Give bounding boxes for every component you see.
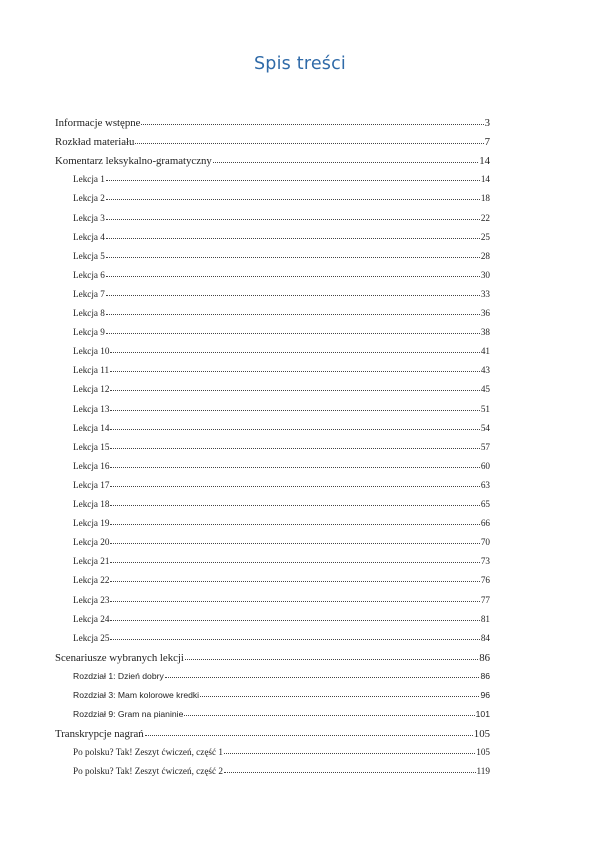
toc-entry-label: Scenariusze wybranych lekcji bbox=[55, 651, 184, 664]
toc-entry-page-number: 73 bbox=[480, 556, 490, 567]
toc-entry-page-number: 51 bbox=[480, 403, 490, 414]
toc-subentry bbox=[73, 174, 490, 184]
toc-dot-leader bbox=[141, 123, 483, 125]
toc-entry-label: Lekcja 6 bbox=[73, 269, 105, 280]
toc-entry-label: Lekcja 21 bbox=[73, 556, 110, 567]
toc-dot-leader bbox=[185, 658, 478, 660]
toc-dot-leader bbox=[135, 142, 483, 144]
toc-entry-page-number: 41 bbox=[480, 346, 490, 357]
toc-entry-page-number: 81 bbox=[480, 613, 490, 624]
toc-subentry bbox=[73, 518, 490, 528]
toc-entry-label: Lekcja 16 bbox=[73, 460, 110, 471]
toc-entry-page-number: 105 bbox=[476, 747, 490, 758]
toc-dot-leader bbox=[110, 466, 479, 468]
toc-dot-leader bbox=[110, 409, 479, 411]
toc-entry-label: Lekcja 22 bbox=[73, 575, 110, 586]
toc-dot-leader bbox=[106, 198, 480, 200]
toc-subentry bbox=[73, 709, 490, 719]
toc-entry-page-number: 77 bbox=[480, 594, 490, 605]
toc-entry-label: Rozdział 9: Gram na pianinie bbox=[73, 709, 184, 720]
toc-entry-label: Lekcja 4 bbox=[73, 231, 105, 242]
toc-entry-page-number: 14 bbox=[479, 155, 490, 168]
toc-entry-label: Lekcja 9 bbox=[73, 327, 105, 338]
toc-dot-leader bbox=[110, 370, 480, 372]
toc-entry-label: Lekcja 14 bbox=[73, 422, 110, 433]
toc-dot-leader bbox=[110, 504, 479, 506]
toc-subentry bbox=[73, 327, 490, 337]
toc-entry-label: Lekcja 10 bbox=[73, 346, 110, 357]
toc-subentry bbox=[73, 461, 490, 471]
toc-entry-page-number: 45 bbox=[480, 384, 490, 395]
toc-entry-page-number: 30 bbox=[480, 269, 490, 280]
toc-subentry bbox=[73, 690, 490, 700]
toc-section-entry bbox=[55, 652, 490, 664]
toc-subentry bbox=[73, 213, 490, 223]
toc-entry-label: Lekcja 8 bbox=[73, 308, 105, 318]
toc-entry-page-number: 60 bbox=[480, 460, 490, 471]
toc-entry-label: Lekcja 17 bbox=[73, 479, 110, 490]
toc-entry-label: Lekcja 15 bbox=[73, 441, 110, 452]
toc-dot-leader bbox=[106, 313, 480, 315]
toc-entry-page-number: 36 bbox=[480, 308, 490, 318]
toc-dot-leader bbox=[110, 389, 479, 391]
toc-entry-page-number: 25 bbox=[480, 231, 490, 242]
toc-dot-leader bbox=[110, 580, 479, 582]
toc-entry-label: Rozkład materiału bbox=[55, 136, 135, 149]
toc-entry-page-number: 65 bbox=[480, 499, 490, 509]
toc-entry-label: Informacje wstępne bbox=[55, 117, 141, 129]
toc-entry-page-number: 101 bbox=[475, 709, 490, 720]
toc-dot-leader bbox=[106, 218, 480, 220]
toc-dot-leader bbox=[200, 695, 479, 697]
toc-subentry bbox=[73, 346, 490, 356]
toc-entry-page-number: 43 bbox=[480, 365, 490, 376]
toc-entry-page-number: 54 bbox=[480, 422, 490, 433]
toc-section-entry bbox=[55, 117, 490, 129]
toc-entry-label: Rozdział 3: Mam kolorowe kredki bbox=[73, 690, 200, 700]
toc-subentry bbox=[73, 633, 490, 643]
toc-subentry bbox=[73, 384, 490, 394]
toc-entry-page-number: 3 bbox=[484, 117, 490, 129]
toc-subentry bbox=[73, 442, 490, 452]
toc-subentry bbox=[73, 556, 490, 566]
toc-dot-leader bbox=[110, 619, 479, 621]
toc-subentry bbox=[73, 193, 490, 203]
toc-subentry bbox=[73, 423, 490, 433]
toc-entry-label: Lekcja 11 bbox=[73, 365, 110, 376]
toc-subentry bbox=[73, 499, 490, 509]
toc-entry-label: Rozdział 1: Dzień dobry bbox=[73, 670, 164, 681]
toc-subentry bbox=[73, 232, 490, 242]
toc-dot-leader bbox=[106, 275, 480, 277]
toc-subentry bbox=[73, 747, 490, 757]
toc-entry-page-number: 63 bbox=[480, 479, 490, 490]
toc-subentry bbox=[73, 270, 490, 280]
toc-entry-page-number: 70 bbox=[480, 537, 490, 548]
toc-entry-page-number: 119 bbox=[476, 766, 490, 777]
toc-subentry bbox=[73, 614, 490, 624]
toc-dot-leader bbox=[224, 752, 475, 754]
toc-dot-leader bbox=[106, 332, 480, 334]
toc-dot-leader bbox=[213, 161, 478, 163]
toc-dot-leader bbox=[110, 351, 479, 353]
toc-dot-leader bbox=[110, 523, 479, 525]
toc-entry-label: Lekcja 20 bbox=[73, 537, 110, 548]
toc-dot-leader bbox=[106, 294, 480, 296]
toc-entry-page-number: 38 bbox=[480, 327, 490, 338]
toc-subentry bbox=[73, 671, 490, 681]
toc-dot-leader bbox=[110, 428, 479, 430]
toc-entry-page-number: 96 bbox=[480, 690, 490, 700]
toc-entry-label: Lekcja 25 bbox=[73, 632, 110, 643]
toc-subentry bbox=[73, 537, 490, 547]
toc-dot-leader bbox=[110, 561, 479, 563]
toc-entry-label: Lekcja 18 bbox=[73, 499, 110, 509]
toc-entry-label: Lekcja 24 bbox=[73, 613, 110, 624]
toc-entry-page-number: 76 bbox=[480, 575, 490, 586]
toc-subentry bbox=[73, 308, 490, 318]
toc-dot-leader bbox=[110, 447, 479, 449]
toc-entry-page-number: 105 bbox=[473, 728, 490, 741]
toc-dot-leader bbox=[110, 542, 479, 544]
toc-entry-label: Lekcja 13 bbox=[73, 403, 110, 414]
toc-dot-leader bbox=[110, 600, 479, 602]
toc-entry-page-number: 33 bbox=[480, 288, 490, 299]
toc-subentry bbox=[73, 289, 490, 299]
toc-dot-leader bbox=[106, 237, 480, 239]
toc-dot-leader bbox=[224, 771, 476, 773]
toc-entry-page-number: 84 bbox=[480, 632, 490, 643]
toc-dot-leader bbox=[184, 714, 474, 716]
toc-subentry bbox=[73, 766, 490, 776]
toc-dot-leader bbox=[106, 179, 480, 181]
toc-entry-label: Lekcja 23 bbox=[73, 594, 110, 605]
toc-dot-leader bbox=[110, 485, 479, 487]
page-title: Spis treści bbox=[254, 54, 346, 74]
toc-subentry bbox=[73, 595, 490, 605]
toc-entry-page-number: 7 bbox=[484, 136, 490, 149]
toc-entry-page-number: 66 bbox=[480, 518, 490, 529]
toc-section-entry bbox=[55, 728, 490, 740]
toc-dot-leader bbox=[145, 734, 473, 736]
toc-entry-label: Lekcja 7 bbox=[73, 288, 105, 299]
toc-dot-leader bbox=[110, 638, 479, 640]
toc-entry-page-number: 14 bbox=[480, 174, 490, 185]
toc-entry-label: Lekcja 5 bbox=[73, 250, 105, 261]
toc-section-entry bbox=[55, 136, 490, 148]
toc-entry-label: Lekcja 1 bbox=[73, 174, 105, 185]
toc-entry-page-number: 86 bbox=[480, 670, 490, 681]
toc-section-entry bbox=[55, 155, 490, 167]
toc-subentry bbox=[73, 480, 490, 490]
toc-entry-label: Po polsku? Tak! Zeszyt ćwiczeń, część 1 bbox=[73, 747, 223, 758]
toc-entry-page-number: 22 bbox=[480, 212, 490, 223]
toc-entry-label: Lekcja 12 bbox=[73, 384, 110, 395]
toc-subentry bbox=[73, 575, 490, 585]
toc-entry-label: Komentarz leksykalno-gramatyczny bbox=[55, 155, 212, 168]
toc-entry-page-number: 57 bbox=[480, 441, 490, 452]
toc-entry-page-number: 28 bbox=[480, 250, 490, 261]
toc-subentry bbox=[73, 251, 490, 261]
toc-entry-label: Lekcja 19 bbox=[73, 518, 110, 529]
toc-subentry bbox=[73, 404, 490, 414]
toc-entry-label: Po polsku? Tak! Zeszyt ćwiczeń, część 2 bbox=[73, 766, 223, 777]
toc-dot-leader bbox=[165, 676, 480, 678]
toc-entry-label: Transkrypcje nagrań bbox=[55, 728, 144, 741]
toc-dot-leader bbox=[106, 256, 480, 258]
toc-entry-label: Lekcja 2 bbox=[73, 193, 105, 204]
toc-subentry bbox=[73, 365, 490, 375]
toc-entry-page-number: 18 bbox=[480, 193, 490, 204]
toc-entry-page-number: 86 bbox=[479, 651, 490, 664]
toc-entry-label: Lekcja 3 bbox=[73, 212, 105, 223]
